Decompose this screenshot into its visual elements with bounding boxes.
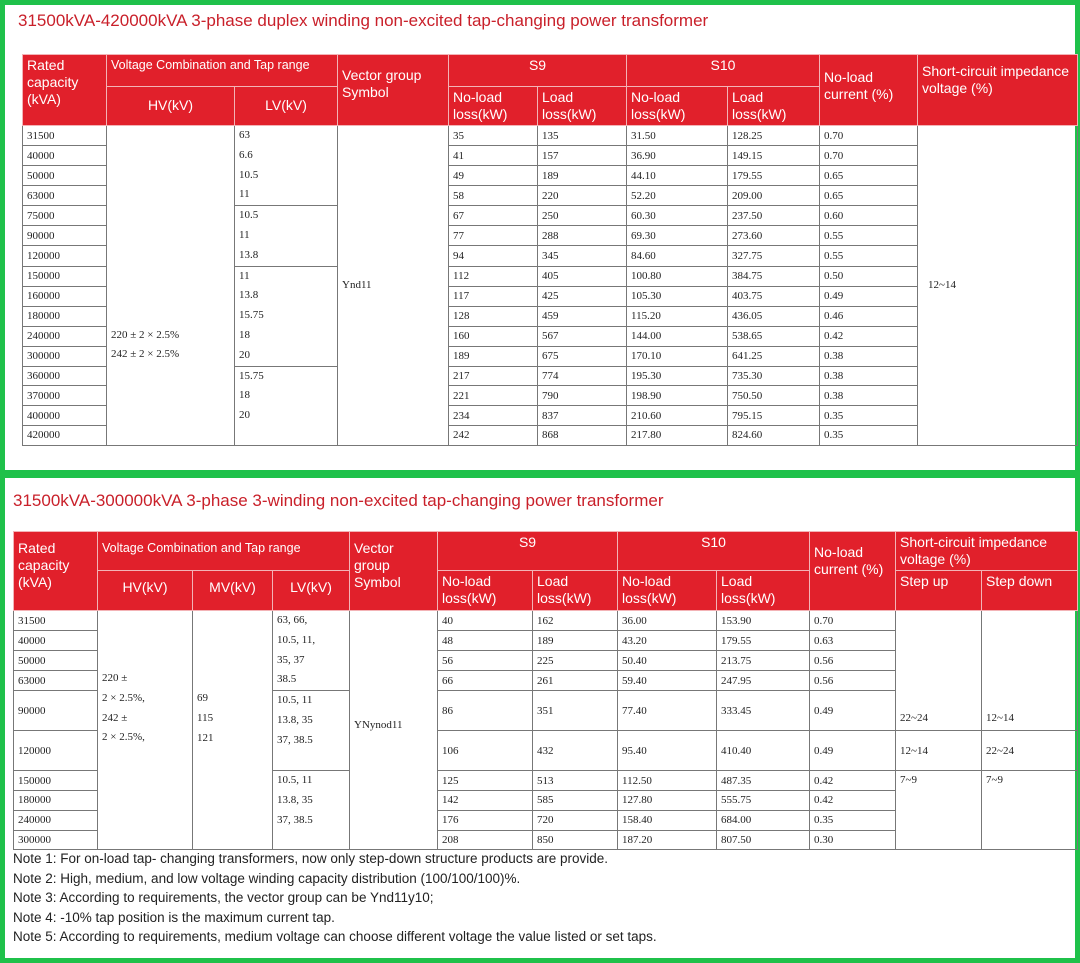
s10-load-loss-cell: 824.60 <box>728 425 820 445</box>
s10-no-load-loss-cell: 100.80 <box>627 266 728 286</box>
s9-no-load-loss-cell: 176 <box>438 810 533 830</box>
s10-load-loss-cell: 247.95 <box>717 671 810 691</box>
header-s9-load-loss: Load loss(kW) <box>538 87 627 126</box>
s9-load-loss-cell: 837 <box>538 406 627 426</box>
no-load-current-cell: 0.35 <box>820 425 918 445</box>
note-3: Note 3: According to requirements, the vector group can be Ynd11y10; <box>13 890 434 905</box>
s10-no-load-loss-cell: 36.90 <box>627 146 728 166</box>
s9-load-loss-cell: 189 <box>538 166 627 186</box>
header-impedance-voltage-2: Short-circuit impedance voltage (%) <box>896 532 1078 571</box>
s10-no-load-loss-cell: 69.30 <box>627 226 728 246</box>
s10-no-load-loss-cell: 50.40 <box>618 651 717 671</box>
no-load-current-cell: 0.38 <box>820 366 918 386</box>
note-1: Note 1: For on-load tap- changing transformers, now only step-down structure products are provide. <box>13 851 609 866</box>
s9-load-loss-cell: 513 <box>533 771 618 791</box>
s9-no-load-loss-cell: 94 <box>449 246 538 266</box>
s9-load-loss-cell: 345 <box>538 246 627 266</box>
note-2: Note 2: High, medium, and low voltage winding capacity distribution (100/100/100)%. <box>13 870 521 886</box>
s10-no-load-loss-cell: 95.40 <box>618 731 717 771</box>
s9-no-load-loss-cell: 56 <box>438 651 533 671</box>
header-step-up: Step up <box>896 571 982 611</box>
header-s9-2: S9 <box>438 532 618 571</box>
s9-no-load-loss-cell: 67 <box>449 206 538 226</box>
s10-load-loss-cell: 735.30 <box>728 366 820 386</box>
s10-load-loss-cell: 209.00 <box>728 186 820 206</box>
header-s10-load-loss-2: Load loss(kW) <box>717 571 810 611</box>
rated-capacity-cell: 240000 <box>23 326 107 346</box>
hv-cell: 220 ± 2 × 2.5% 242 ± 2 × 2.5% <box>107 126 235 446</box>
s10-no-load-loss-cell: 187.20 <box>618 830 717 850</box>
s10-no-load-loss-cell: 170.10 <box>627 346 728 366</box>
table2-title: 31500kVA-300000kVA 3-phase 3-winding non-excited tap-changing power transformer <box>13 491 664 510</box>
notes <box>13 849 657 947</box>
duplex-winding-table <box>22 54 1078 446</box>
step-down-cell: 22~24 <box>982 731 1078 771</box>
rated-capacity-cell: 90000 <box>23 226 107 246</box>
note-4: Note 4: -10% tap position is the maximum current tap. <box>13 909 335 925</box>
three-winding-table-body <box>14 611 1078 850</box>
s10-load-loss-cell: 403.75 <box>728 286 820 306</box>
header-rated-capacity-2: Rated capacity (kVA) <box>14 532 98 611</box>
s9-no-load-loss-cell: 66 <box>438 671 533 691</box>
s10-no-load-loss-cell: 84.60 <box>627 246 728 266</box>
header-voltage-combination-2: Voltage Combination and Tap range <box>98 532 350 571</box>
header-s9: S9 <box>449 55 627 87</box>
s10-load-loss-cell: 436.05 <box>728 306 820 326</box>
s9-no-load-loss-cell: 41 <box>449 146 538 166</box>
table-row <box>14 611 1078 631</box>
header-lv-2: LV(kV) <box>273 571 350 611</box>
s10-no-load-loss-cell: 112.50 <box>618 771 717 791</box>
rated-capacity-cell: 420000 <box>23 425 107 445</box>
three-winding-table <box>13 531 1078 850</box>
s10-no-load-loss-cell: 210.60 <box>627 406 728 426</box>
lv-cell: 11 13.8 15.75 18 20 <box>235 266 338 366</box>
s9-load-loss-cell: 220 <box>538 186 627 206</box>
s10-no-load-loss-cell: 31.50 <box>627 126 728 146</box>
s9-load-loss-cell: 585 <box>533 790 618 810</box>
s9-no-load-loss-cell: 242 <box>449 425 538 445</box>
s9-no-load-loss-cell: 48 <box>438 631 533 651</box>
s9-load-loss-cell: 720 <box>533 810 618 830</box>
no-load-current-cell: 0.35 <box>820 406 918 426</box>
s10-no-load-loss-cell: 77.40 <box>618 691 717 731</box>
rated-capacity-cell: 50000 <box>23 166 107 186</box>
header-step-down: Step down <box>982 571 1078 611</box>
header-s9-no-load-loss: No-load loss(kW) <box>449 87 538 126</box>
s10-load-loss-cell: 237.50 <box>728 206 820 226</box>
no-load-current-cell: 0.49 <box>820 286 918 306</box>
s10-no-load-loss-cell: 217.80 <box>627 425 728 445</box>
no-load-current-cell: 0.46 <box>820 306 918 326</box>
hv-cell: 220 ± 2 × 2.5%, 242 ± 2 × 2.5%, <box>98 611 193 850</box>
s10-load-loss-cell: 179.55 <box>728 166 820 186</box>
s9-no-load-loss-cell: 125 <box>438 771 533 791</box>
s10-no-load-loss-cell: 198.90 <box>627 386 728 406</box>
vector-group-cell: YNynod11 <box>350 611 438 850</box>
s9-no-load-loss-cell: 208 <box>438 830 533 850</box>
rated-capacity-cell: 360000 <box>23 366 107 386</box>
rated-capacity-cell: 31500 <box>14 611 98 631</box>
step-up-cell: 22~24 <box>896 611 982 731</box>
no-load-current-cell: 0.38 <box>820 386 918 406</box>
no-load-current-cell: 0.70 <box>810 611 896 631</box>
rated-capacity-cell: 120000 <box>14 731 98 771</box>
s10-no-load-loss-cell: 105.30 <box>627 286 728 306</box>
s9-load-loss-cell: 567 <box>538 326 627 346</box>
header-no-load-current: No-load current (%) <box>820 55 918 126</box>
rated-capacity-cell: 90000 <box>14 691 98 731</box>
s10-load-loss-cell: 213.75 <box>717 651 810 671</box>
no-load-current-cell: 0.55 <box>820 246 918 266</box>
s10-load-loss-cell: 538.65 <box>728 326 820 346</box>
s9-no-load-loss-cell: 35 <box>449 126 538 146</box>
s9-load-loss-cell: 162 <box>533 611 618 631</box>
header-impedance-voltage: Short-circuit impedance voltage (%) <box>918 55 1078 126</box>
header-no-load-current-2: No-load current (%) <box>810 532 896 611</box>
s10-no-load-loss-cell: 60.30 <box>627 206 728 226</box>
rated-capacity-cell: 40000 <box>23 146 107 166</box>
rated-capacity-cell: 240000 <box>14 810 98 830</box>
no-load-current-cell: 0.30 <box>810 830 896 850</box>
no-load-current-cell: 0.65 <box>820 166 918 186</box>
lv-cell: 10.5, 11 13.8, 35 37, 38.5 <box>273 771 350 850</box>
s9-no-load-loss-cell: 58 <box>449 186 538 206</box>
rated-capacity-cell: 50000 <box>14 651 98 671</box>
header-s10-no-load-loss: No-load loss(kW) <box>627 87 728 126</box>
rated-capacity-cell: 300000 <box>23 346 107 366</box>
no-load-current-cell: 0.42 <box>810 790 896 810</box>
no-load-current-cell: 0.42 <box>810 771 896 791</box>
no-load-current-cell: 0.38 <box>820 346 918 366</box>
s10-load-loss-cell: 327.75 <box>728 246 820 266</box>
no-load-current-cell: 0.49 <box>810 731 896 771</box>
s9-load-loss-cell: 774 <box>538 366 627 386</box>
header-hv-2: HV(kV) <box>98 571 193 611</box>
s10-load-loss-cell: 487.35 <box>717 771 810 791</box>
no-load-current-cell: 0.70 <box>820 146 918 166</box>
rated-capacity-cell: 63000 <box>23 186 107 206</box>
s10-no-load-loss-cell: 195.30 <box>627 366 728 386</box>
s9-no-load-loss-cell: 106 <box>438 731 533 771</box>
s10-load-loss-cell: 795.15 <box>728 406 820 426</box>
s9-no-load-loss-cell: 49 <box>449 166 538 186</box>
rated-capacity-cell: 75000 <box>23 206 107 226</box>
no-load-current-cell: 0.60 <box>820 206 918 226</box>
rated-capacity-cell: 180000 <box>14 790 98 810</box>
s10-load-loss-cell: 179.55 <box>717 631 810 651</box>
step-up-cell: 7~9 <box>896 771 982 850</box>
header-s10-load-loss: Load loss(kW) <box>728 87 820 126</box>
s9-no-load-loss-cell: 86 <box>438 691 533 731</box>
header-s9-no-load-loss-2: No-load loss(kW) <box>438 571 533 611</box>
lv-cell: 15.75 18 20 <box>235 366 338 445</box>
s9-load-loss-cell: 425 <box>538 286 627 306</box>
note-5: Note 5: According to requirements, medium voltage can choose different voltage the value listed or set taps. <box>13 929 657 944</box>
header-voltage-combination: Voltage Combination and Tap range <box>107 55 338 87</box>
s10-no-load-loss-cell: 144.00 <box>627 326 728 346</box>
s10-load-loss-cell: 273.60 <box>728 226 820 246</box>
table-row <box>23 126 1078 146</box>
s9-no-load-loss-cell: 160 <box>449 326 538 346</box>
no-load-current-cell: 0.55 <box>820 226 918 246</box>
no-load-current-cell: 0.65 <box>820 186 918 206</box>
header-vector-group-2: Vector group Symbol <box>350 532 438 611</box>
duplex-table-body <box>23 126 1078 446</box>
s9-load-loss-cell: 250 <box>538 206 627 226</box>
s9-load-loss-cell: 405 <box>538 266 627 286</box>
rated-capacity-cell: 370000 <box>23 386 107 406</box>
s9-load-loss-cell: 432 <box>533 731 618 771</box>
header-hv: HV(kV) <box>107 87 235 126</box>
no-load-current-cell: 0.63 <box>810 631 896 651</box>
s9-no-load-loss-cell: 234 <box>449 406 538 426</box>
mv-cell: 69 115 121 <box>193 611 273 850</box>
s10-no-load-loss-cell: 43.20 <box>618 631 717 651</box>
rated-capacity-cell: 300000 <box>14 830 98 850</box>
s10-load-loss-cell: 333.45 <box>717 691 810 731</box>
s10-no-load-loss-cell: 158.40 <box>618 810 717 830</box>
no-load-current-cell: 0.42 <box>820 326 918 346</box>
s9-no-load-loss-cell: 112 <box>449 266 538 286</box>
s9-load-loss-cell: 459 <box>538 306 627 326</box>
no-load-current-cell: 0.35 <box>810 810 896 830</box>
rated-capacity-cell: 180000 <box>23 306 107 326</box>
s10-load-loss-cell: 555.75 <box>717 790 810 810</box>
s10-no-load-loss-cell: 115.20 <box>627 306 728 326</box>
s10-load-loss-cell: 149.15 <box>728 146 820 166</box>
s10-no-load-loss-cell: 44.10 <box>627 166 728 186</box>
s9-no-load-loss-cell: 128 <box>449 306 538 326</box>
s9-load-loss-cell: 261 <box>533 671 618 691</box>
no-load-current-cell: 0.50 <box>820 266 918 286</box>
no-load-current-cell: 0.70 <box>820 126 918 146</box>
lv-cell: 10.5 11 13.8 <box>235 206 338 266</box>
s10-load-loss-cell: 807.50 <box>717 830 810 850</box>
header-s10-2: S10 <box>618 532 810 571</box>
no-load-current-cell: 0.56 <box>810 651 896 671</box>
no-load-current-cell: 0.56 <box>810 671 896 691</box>
s9-no-load-loss-cell: 189 <box>449 346 538 366</box>
vector-group-cell: Ynd11 <box>338 126 449 446</box>
s9-load-loss-cell: 850 <box>533 830 618 850</box>
rated-capacity-cell: 150000 <box>14 771 98 791</box>
rated-capacity-cell: 63000 <box>14 671 98 691</box>
s9-load-loss-cell: 351 <box>533 691 618 731</box>
s9-load-loss-cell: 135 <box>538 126 627 146</box>
s10-no-load-loss-cell: 59.40 <box>618 671 717 691</box>
step-up-cell: 12~14 <box>896 731 982 771</box>
s10-no-load-loss-cell: 52.20 <box>627 186 728 206</box>
header-s9-load-loss-2: Load loss(kW) <box>533 571 618 611</box>
impedance-cell: 12~14 <box>918 126 1078 446</box>
s9-load-loss-cell: 189 <box>533 631 618 651</box>
s9-no-load-loss-cell: 221 <box>449 386 538 406</box>
s10-no-load-loss-cell: 127.80 <box>618 790 717 810</box>
step-down-cell: 12~14 <box>982 611 1078 731</box>
header-vector-group: Vector group Symbol <box>338 55 449 126</box>
table1-title: 31500kVA-420000kVA 3-phase duplex winding non-excited tap-changing power transformer <box>18 11 709 30</box>
s9-load-loss-cell: 225 <box>533 651 618 671</box>
lv-cell: 63, 66, 10.5, 11, 35, 37 38.5 <box>273 611 350 691</box>
section-divider <box>0 470 1080 478</box>
s10-load-loss-cell: 128.25 <box>728 126 820 146</box>
rated-capacity-cell: 31500 <box>23 126 107 146</box>
rated-capacity-cell: 400000 <box>23 406 107 426</box>
rated-capacity-cell: 120000 <box>23 246 107 266</box>
step-down-cell: 7~9 <box>982 771 1078 850</box>
s9-no-load-loss-cell: 142 <box>438 790 533 810</box>
s9-load-loss-cell: 675 <box>538 346 627 366</box>
s9-load-loss-cell: 288 <box>538 226 627 246</box>
rated-capacity-cell: 150000 <box>23 266 107 286</box>
s10-no-load-loss-cell: 36.00 <box>618 611 717 631</box>
rated-capacity-cell: 160000 <box>23 286 107 306</box>
header-s10-no-load-loss-2: No-load loss(kW) <box>618 571 717 611</box>
s10-load-loss-cell: 750.50 <box>728 386 820 406</box>
header-s10: S10 <box>627 55 820 87</box>
s9-load-loss-cell: 790 <box>538 386 627 406</box>
lv-cell: 63 6.6 10.5 11 <box>235 126 338 206</box>
s9-no-load-loss-cell: 117 <box>449 286 538 306</box>
lv-cell: 10.5, 11 13.8, 35 37, 38.5 <box>273 691 350 771</box>
no-load-current-cell: 0.49 <box>810 691 896 731</box>
rated-capacity-cell: 40000 <box>14 631 98 651</box>
s9-no-load-loss-cell: 40 <box>438 611 533 631</box>
s9-load-loss-cell: 157 <box>538 146 627 166</box>
s9-no-load-loss-cell: 77 <box>449 226 538 246</box>
header-rated-capacity: Rated capacity (kVA) <box>23 55 107 126</box>
s10-load-loss-cell: 153.90 <box>717 611 810 631</box>
header-mv-2: MV(kV) <box>193 571 273 611</box>
s10-load-loss-cell: 384.75 <box>728 266 820 286</box>
s10-load-loss-cell: 684.00 <box>717 810 810 830</box>
s10-load-loss-cell: 641.25 <box>728 346 820 366</box>
s9-load-loss-cell: 868 <box>538 425 627 445</box>
s9-no-load-loss-cell: 217 <box>449 366 538 386</box>
header-lv: LV(kV) <box>235 87 338 126</box>
s10-load-loss-cell: 410.40 <box>717 731 810 771</box>
